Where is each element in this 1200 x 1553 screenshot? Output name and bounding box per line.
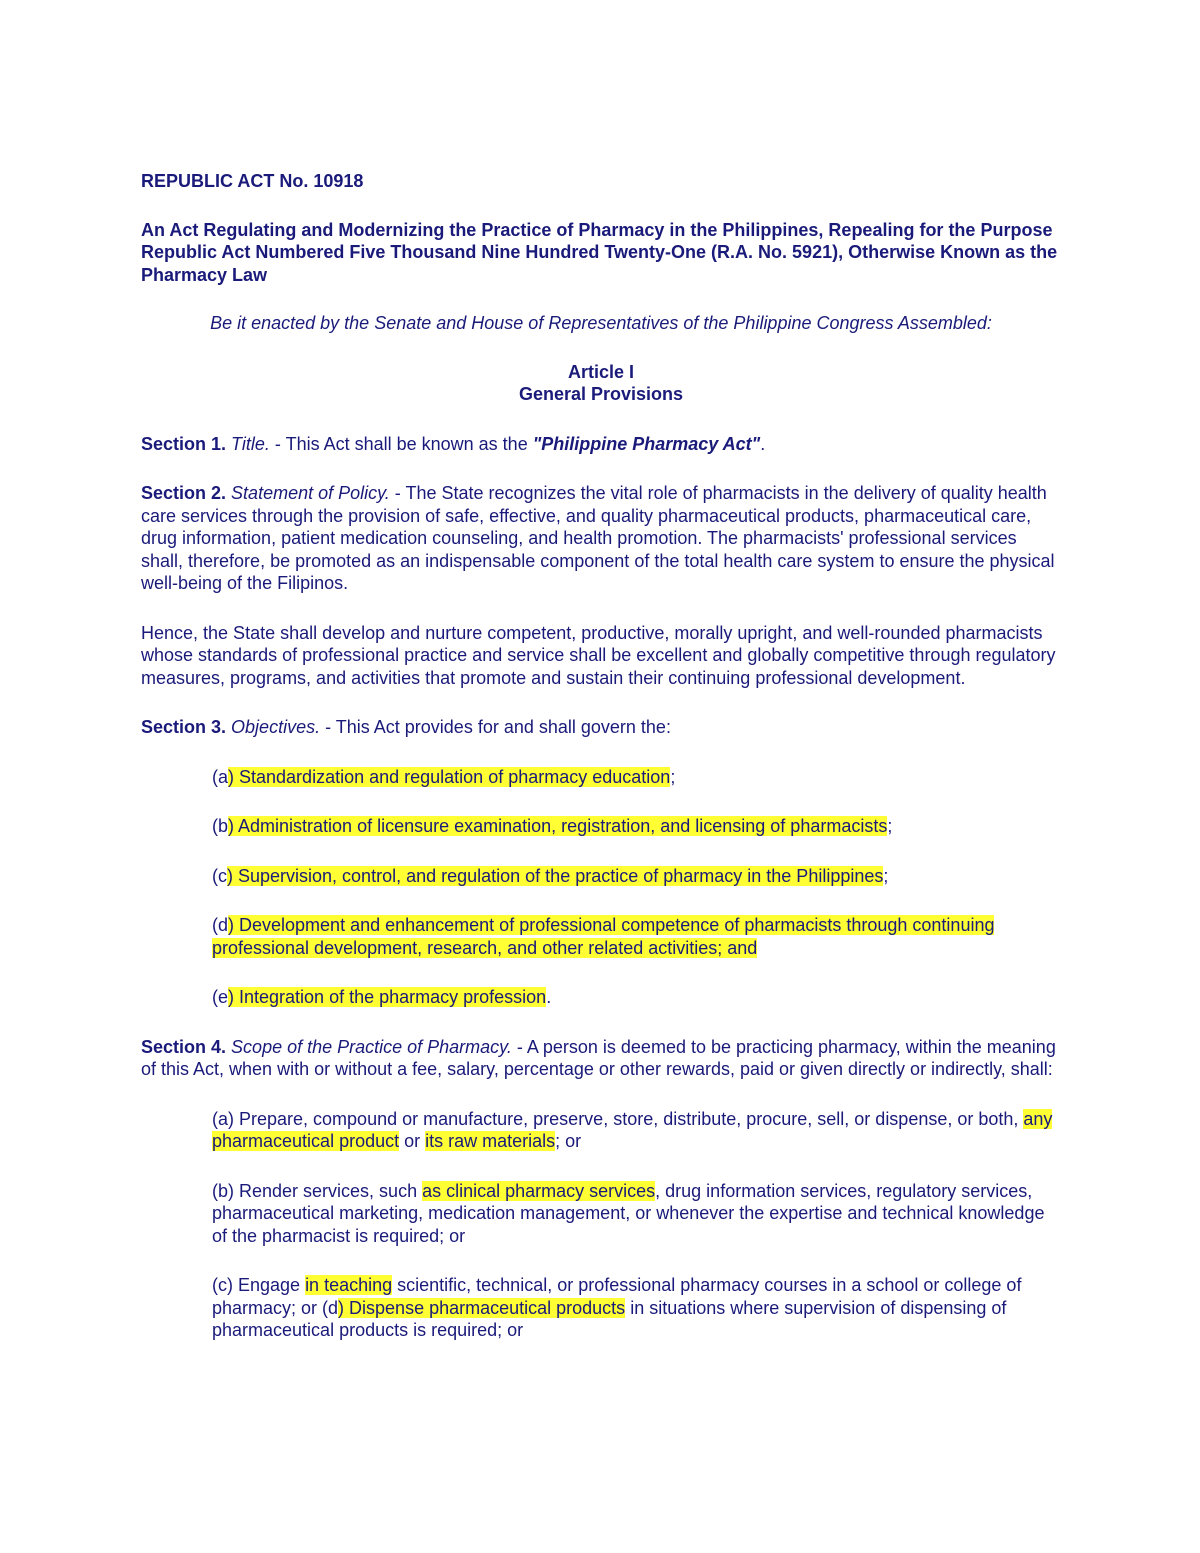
article-name: General Provisions [518, 384, 684, 404]
highlighted-text: in teaching [305, 1275, 393, 1295]
item-end: ; [887, 816, 893, 836]
section-title: Objectives. [231, 717, 321, 737]
section-number: Section 4. [141, 1036, 227, 1057]
highlighted-text: ) Dispense pharmaceutical products [338, 1297, 626, 1318]
section-4 [141, 1036, 1061, 1081]
section-1 [141, 433, 1061, 456]
item-text: ; or [555, 1131, 582, 1151]
section-title: Statement of Policy. [231, 483, 390, 503]
section-title: Title. [231, 433, 270, 454]
item-text: or [399, 1131, 426, 1151]
section-text-end: . [760, 433, 766, 454]
highlighted-text: ) Administration of licensure examination, registration, and licensing of pharmacists [228, 816, 888, 836]
scope-item-a [212, 1108, 1061, 1153]
item-text: scientific, technical, or professional pharmacy courses in a school or college of pharmacy; or (d [212, 1275, 1022, 1318]
item-marker: (c [212, 865, 227, 886]
highlighted-text: ) Supervision, control, and regulation of the practice of pharmacy in the Philippines [227, 865, 884, 886]
section-title: Scope of the Practice of Pharmacy. [231, 1036, 512, 1057]
document-page [141, 170, 1061, 1342]
scope-item-c [212, 1274, 1061, 1342]
article-number: Article I [567, 361, 635, 382]
item-marker: (d [212, 915, 229, 935]
objective-item-b [212, 815, 1061, 838]
section-number: Section 2. [141, 483, 227, 503]
objective-item-d [212, 914, 1061, 959]
enacting-clause: Be it enacted by the Senate and House of Representatives of the Philippine Congress Assembled: [210, 313, 992, 333]
item-end: ; [670, 766, 676, 787]
highlighted-text: as clinical pharmacy services [422, 1180, 656, 1201]
item-marker: (a [212, 766, 229, 787]
section-text: - A person is deemed to be practicing pharmacy, within the meaning of this Act, when with or without a fee, salary, percentage or other rewards, paid or given directly or indirectly, shall: [141, 1036, 1056, 1079]
act-number: REPUBLIC ACT No. 10918 [141, 171, 364, 191]
act-title: An Act Regulating and Modernizing the Practice of Pharmacy in the Philippines, Repealing for the Purpose Republic Act Numbered Five Thousand Nine Hundred Twenty-One (R.A. No. 5921), Otherwise Known as the Pharmacy Law [141, 219, 1058, 285]
section-text: - This Act shall be known as the [269, 433, 533, 454]
objective-item-c [212, 865, 1061, 888]
section-text: - The State recognizes the vital role of pharmacists in the delivery of quality health care services through the provision of safe, effective, and quality pharmaceutical products, pharmaceutical care, drug information, patient medication counseling, and health promotion. The pharmacists' professional services shall, therefore, be promoted as an indispensable component of the total health care system to ensure the physical well-being of the Filipinos. [141, 483, 1055, 593]
item-text: (b) Render services, such [212, 1180, 423, 1201]
highlighted-text: ) Development and enhancement of professional competence of pharmacists through continuing professional development, research, and other related activities; and [212, 915, 995, 958]
section-2 [141, 482, 1061, 595]
article-heading [141, 361, 1061, 406]
item-end: . [546, 987, 552, 1007]
item-end: ; [883, 865, 889, 886]
highlighted-text: any pharmaceutical product [212, 1108, 1053, 1151]
section-number: Section 1. [141, 433, 227, 454]
item-text: , drug information services, regulatory services, pharmaceutical marketing, medication management, or whenever the expertise and technical knowledge of the pharmacist is required; or [212, 1180, 1045, 1246]
act-short-name: "Philippine Pharmacy Act" [532, 433, 761, 454]
section-text: - This Act provides for and shall govern the: [320, 717, 671, 737]
highlighted-text: ) Standardization and regulation of pharmacy education [228, 766, 671, 787]
highlighted-text: its raw materials [425, 1131, 556, 1151]
objective-item-a [212, 766, 1061, 789]
item-text: (a) Prepare, compound or manufacture, preserve, store, distribute, procure, sell, or dispense, or both, [212, 1108, 1024, 1129]
item-text: in situations where supervision of dispensing of pharmaceutical products is required; or [212, 1297, 1007, 1340]
objective-item-e [212, 986, 1061, 1009]
section-3 [141, 716, 1061, 739]
section-2-paragraph-2: Hence, the State shall develop and nurture competent, productive, morally upright, and well-rounded pharmacists whose standards of professional practice and service shall be excellent and globally competitive through regulatory measures, programs, and activities that promote and sustain their continuing professional development. [141, 622, 1056, 688]
item-text: (c) Engage [212, 1275, 306, 1295]
section-number: Section 3. [141, 717, 227, 737]
highlighted-text: ) Integration of the pharmacy profession [228, 987, 547, 1007]
scope-item-b [212, 1180, 1061, 1248]
item-marker: (b [212, 816, 229, 836]
item-marker: (e [212, 987, 229, 1007]
